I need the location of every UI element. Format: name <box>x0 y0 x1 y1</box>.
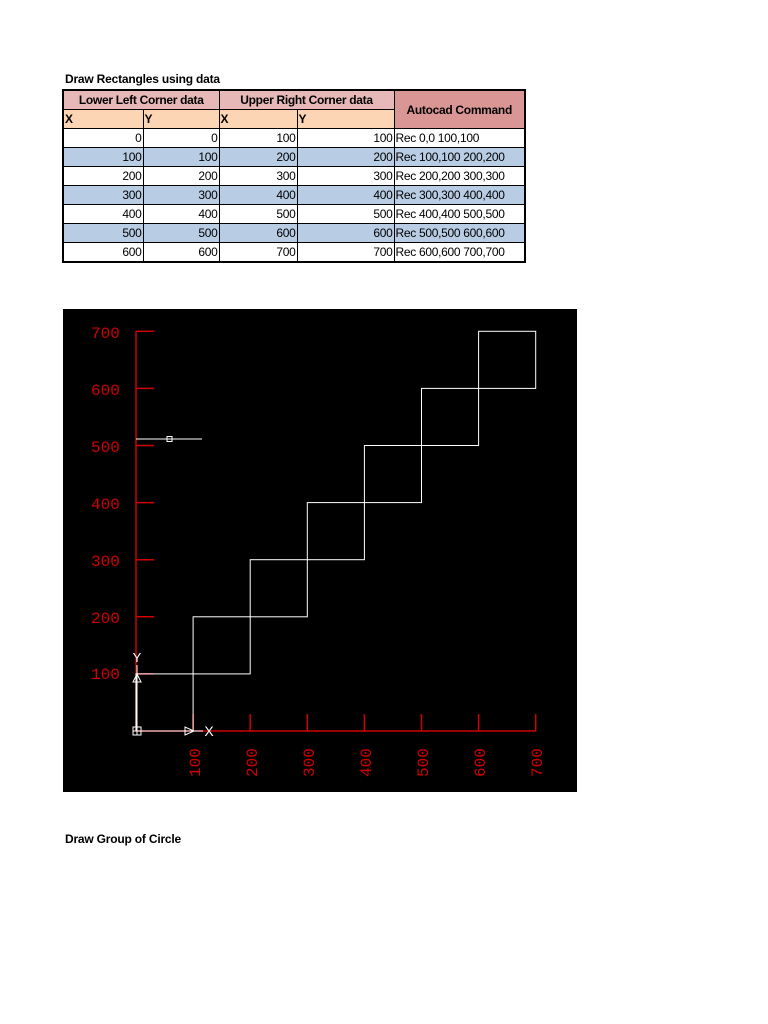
section-heading-circles: Draw Group of Circle <box>65 832 182 846</box>
x-tick-label: 700 <box>529 748 547 777</box>
cell-y2: 300 <box>297 167 394 186</box>
table-row <box>63 243 525 263</box>
cell-y2: 600 <box>297 224 394 243</box>
cell-y1: 300 <box>143 186 219 205</box>
subheader-y2: Y <box>297 110 394 129</box>
subheader-x1: X <box>63 110 143 129</box>
table-row <box>63 167 525 186</box>
x-tick-label: 100 <box>187 748 205 777</box>
cell-x1: 300 <box>63 186 143 205</box>
table-row <box>63 129 525 148</box>
cell-y2: 500 <box>297 205 394 224</box>
cell-y2: 400 <box>297 186 394 205</box>
cell-command: Rec 300,300 400,400 <box>394 186 525 205</box>
y-tick-label: 200 <box>91 610 120 628</box>
cell-y1: 100 <box>143 148 219 167</box>
subheader-x2: X <box>219 110 297 129</box>
cell-x2: 700 <box>219 243 297 263</box>
cell-command: Rec 0,0 100,100 <box>394 129 525 148</box>
cell-command: Rec 500,500 600,600 <box>394 224 525 243</box>
table-row <box>63 148 525 167</box>
cell-x1: 0 <box>63 129 143 148</box>
y-tick-label: 100 <box>91 666 120 684</box>
table-row <box>63 186 525 205</box>
x-tick-label: 300 <box>301 748 319 777</box>
y-tick-label: 300 <box>91 553 120 571</box>
header-autocad-command: Autocad Command <box>394 90 525 129</box>
cell-x1: 100 <box>63 148 143 167</box>
cell-y1: 0 <box>143 129 219 148</box>
y-tick-label: 600 <box>91 382 120 400</box>
cell-y2: 700 <box>297 243 394 263</box>
table-row <box>63 205 525 224</box>
cell-command: Rec 400,400 500,500 <box>394 205 525 224</box>
rectangle-data-table <box>62 89 526 263</box>
cell-command: Rec 100,100 200,200 <box>394 148 525 167</box>
x-tick-label: 400 <box>358 748 376 777</box>
ucs-y-label: Y <box>132 650 142 665</box>
x-tick-label: 600 <box>472 748 490 777</box>
table-group-header-row <box>63 90 525 110</box>
cell-y2: 100 <box>297 129 394 148</box>
header-lower-left-corner: Lower Left Corner data <box>63 90 219 110</box>
cell-command: Rec 600,600 700,700 <box>394 243 525 263</box>
cell-x2: 400 <box>219 186 297 205</box>
cell-command: Rec 200,200 300,300 <box>394 167 525 186</box>
cell-x1: 600 <box>63 243 143 263</box>
x-tick-label: 200 <box>244 748 262 777</box>
drawing-background <box>63 309 577 792</box>
autocad-drawing <box>63 309 577 792</box>
section-heading-rectangles: Draw Rectangles using data <box>65 72 220 86</box>
cell-x2: 200 <box>219 148 297 167</box>
cell-x1: 400 <box>63 205 143 224</box>
table-row <box>63 224 525 243</box>
cell-x1: 500 <box>63 224 143 243</box>
cell-x2: 300 <box>219 167 297 186</box>
x-tick-label: 500 <box>415 748 433 777</box>
cell-y1: 500 <box>143 224 219 243</box>
cell-x2: 100 <box>219 129 297 148</box>
cell-y1: 200 <box>143 167 219 186</box>
cell-x2: 500 <box>219 205 297 224</box>
cell-y2: 200 <box>297 148 394 167</box>
ucs-x-label: X <box>204 723 214 739</box>
header-upper-right-corner: Upper Right Corner data <box>219 90 394 110</box>
y-tick-label: 400 <box>91 496 120 514</box>
y-tick-label: 700 <box>91 325 120 343</box>
cell-x2: 600 <box>219 224 297 243</box>
subheader-y1: Y <box>143 110 219 129</box>
cell-y1: 600 <box>143 243 219 263</box>
cell-y1: 400 <box>143 205 219 224</box>
cell-x1: 200 <box>63 167 143 186</box>
y-tick-label: 500 <box>91 439 120 457</box>
